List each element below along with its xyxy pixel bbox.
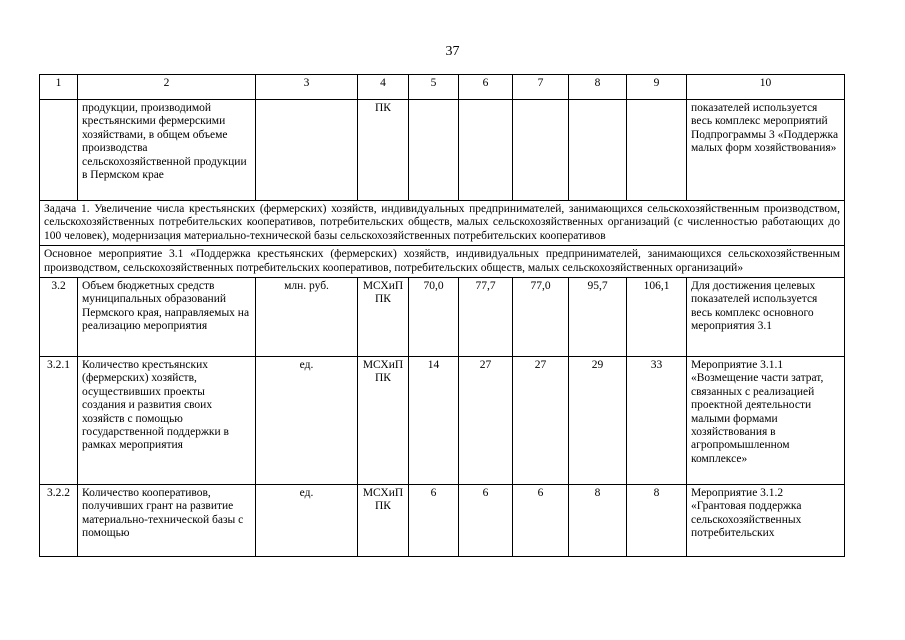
table-row (40, 485, 845, 557)
row-number: 3.2 (40, 278, 78, 357)
header-row (40, 75, 845, 100)
value-cell: 33 (627, 357, 687, 485)
header-cell: 1 (40, 75, 78, 100)
responsible: ПК (358, 100, 409, 201)
header-cell: 8 (569, 75, 627, 100)
value-cell: 106,1 (627, 278, 687, 357)
value-cell: 77,7 (459, 278, 513, 357)
note: Мероприятие 3.1.2 «Грантовая поддержка сельскохозяйственных потребительских (687, 485, 845, 557)
value-cell: 8 (569, 485, 627, 557)
value-cell: 70,0 (409, 278, 459, 357)
header-cell: 3 (256, 75, 358, 100)
table-cell (40, 100, 78, 201)
note: показателей используется весь комплекс мероприятий Подпрограммы 3 «Поддержка малых форм хозяйствования» (687, 100, 845, 201)
table-cell (569, 100, 627, 201)
header-cell: 10 (687, 75, 845, 100)
indicator-name: Количество крестьянских (фермерских) хозяйств, осуществивших проекты создания и развития своих хозяйств с помощью государственной поддержки в рамках мероприятия (78, 357, 256, 485)
value-cell: 6 (513, 485, 569, 557)
page-number: 37 (445, 44, 460, 59)
value-cell: 27 (459, 357, 513, 485)
row-number: 3.2.2 (40, 485, 78, 557)
value-cell: 6 (459, 485, 513, 557)
header-cell: 4 (358, 75, 409, 100)
unit: ед. (256, 357, 358, 485)
responsible: МСХиП ПК (358, 278, 409, 357)
value-cell: 6 (409, 485, 459, 557)
value-cell: 29 (569, 357, 627, 485)
value-cell: 27 (513, 357, 569, 485)
table-cell (256, 100, 358, 201)
main-event-row (40, 246, 845, 278)
task-text: Задача 1. Увеличение числа крестьянских (фермерских) хозяйств, индивидуальных предпринимателей, занимающихся сельскохозяйственным производством, сельскохозяйственных потребительских кооперативов, потребительских обществ, малых сельскохозяйственных организаций (с численностью работающих до 100 человек), модернизация материально-технической базы сельскохозяйственных потребительских кооперативов (40, 201, 845, 246)
indicators-table (39, 74, 845, 557)
task-row (40, 201, 845, 246)
note: Для достижения целевых показателей используется весь комплекс основного мероприятия 3.1 (687, 278, 845, 357)
value-cell: 14 (409, 357, 459, 485)
unit: ед. (256, 485, 358, 557)
header-cell: 9 (627, 75, 687, 100)
continuation-row (40, 100, 845, 201)
indicator-name: Количество кооперативов, получивших грант на развитие материально-технической базы с помощью (78, 485, 256, 557)
value-cell: 8 (627, 485, 687, 557)
table-row (40, 357, 845, 485)
value-cell: 77,0 (513, 278, 569, 357)
unit: млн. руб. (256, 278, 358, 357)
table-cell (513, 100, 569, 201)
table-cell (459, 100, 513, 201)
note: Мероприятие 3.1.1 «Возмещение части затрат, связанных с реализацией проектной деятельности малыми формами хозяйствования в агропромышленном комплексе» (687, 357, 845, 485)
responsible: МСХиП ПК (358, 357, 409, 485)
row-number: 3.2.1 (40, 357, 78, 485)
main-event-text: Основное мероприятие 3.1 «Поддержка крестьянских (фермерских) хозяйств, индивидуальных предпринимателей, занимающихся сельскохозяйственным производством, сельскохозяйственных потребительских кооперативов, потребительских обществ, малых сельскохозяйственных организаций» (40, 246, 845, 278)
responsible: МСХиП ПК (358, 485, 409, 557)
header-cell: 7 (513, 75, 569, 100)
indicator-name: Объем бюджетных средств муниципальных образований Пермского края, направляемых на реализацию мероприятия (78, 278, 256, 357)
table-cell (627, 100, 687, 201)
value-cell: 95,7 (569, 278, 627, 357)
table-cell (409, 100, 459, 201)
header-cell: 5 (409, 75, 459, 100)
header-cell: 6 (459, 75, 513, 100)
indicator-name: продукции, производимой крестьянскими фермерскими хозяйствами, в общем объеме производства сельскохозяйственной продукции в Пермском крае (78, 100, 256, 201)
table-row (40, 278, 845, 357)
header-cell: 2 (78, 75, 256, 100)
